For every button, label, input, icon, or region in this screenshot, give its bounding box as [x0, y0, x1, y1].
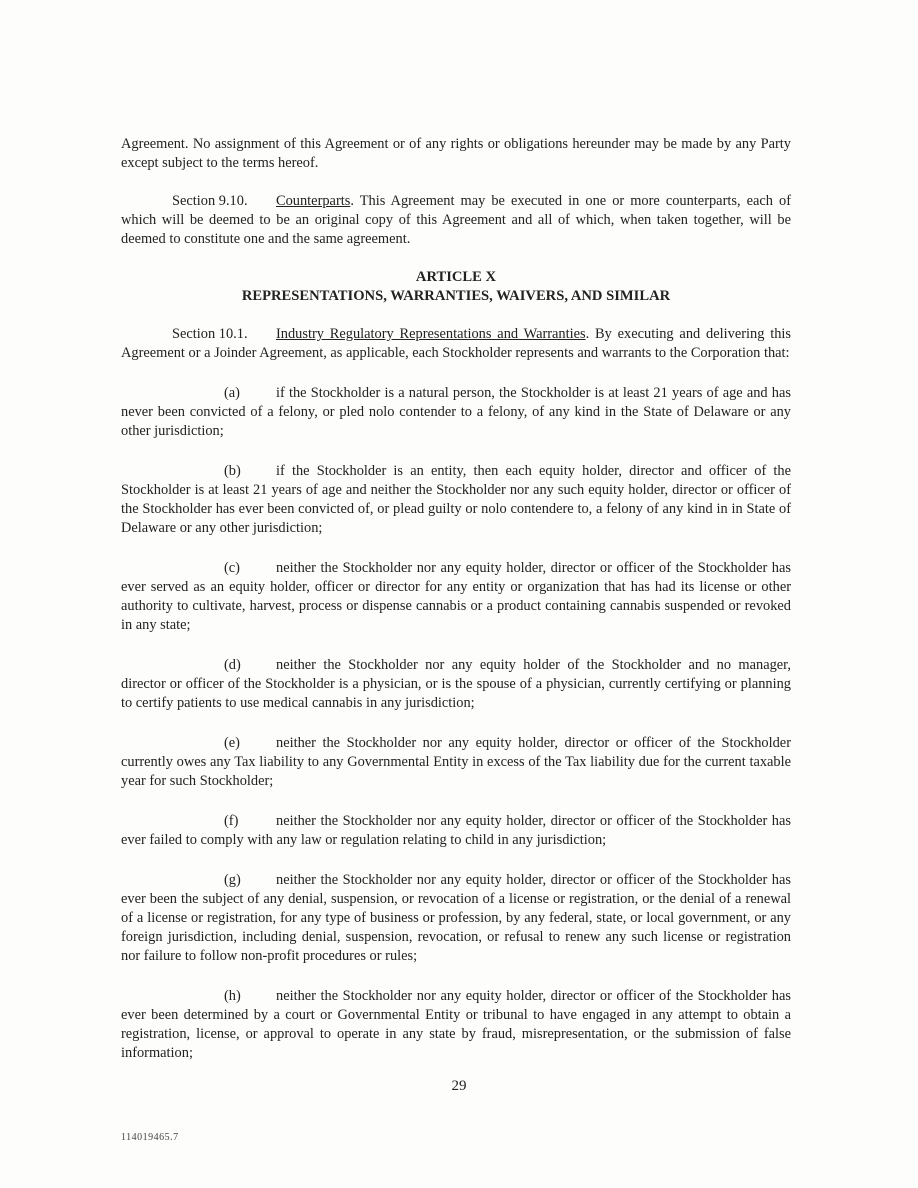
clause-g: [121, 871, 791, 966]
clause-letter: (b): [224, 463, 241, 479]
article-number: ARTICLE X: [415, 269, 497, 285]
section-9-10-paragraph: [121, 192, 791, 249]
clause-b: [121, 462, 791, 538]
section-10-1-title: Industry Regulatory Representations and Warranties: [276, 326, 586, 342]
clause-d: [121, 656, 791, 713]
clause-f: [121, 812, 791, 850]
clause-text: neither the Stockholder nor any equity holder of the Stockholder and no manager, director or officer of the Stockholder is a physician, or is the spouse of a physician, currently certifying or planning to certify patients to use medical cannabis in any jurisdiction;: [121, 657, 791, 711]
clause-a: [121, 384, 791, 441]
document-id: 114019465.7: [121, 1132, 179, 1143]
article-title: REPRESENTATIONS, WARRANTIES, WAIVERS, AND SIMILAR: [241, 288, 671, 304]
clause-text: neither the Stockholder nor any equity holder, director or officer of the Stockholder has ever served as an equity holder, officer or director for any entity or organization that has had its license or other authority to cultivate, harvest, process or dispense cannabis or a product containing cannabis suspended or revoked in any state;: [121, 560, 791, 633]
clause-letter: (e): [224, 735, 240, 751]
clause-letter: (c): [224, 560, 240, 576]
carryover-paragraph: Agreement. No assignment of this Agreement or of any rights or obligations hereunder may be made by any Party except subject to the terms hereof.: [121, 136, 791, 171]
clause-text: neither the Stockholder nor any equity holder, director or officer of the Stockholder has ever been the subject of any denial, suspension, or revocation of a license or registration, or the denial of a renewal of a license or registration, for any type of business or profession, by any federal, state, or local government, or any foreign jurisdiction, including denial, suspension, revocation, or refusal to renew any such license or registration nor failure to follow non-profit procedures or rules;: [121, 872, 791, 964]
section-9-10-number: Section 9.10.: [172, 193, 248, 209]
clause-text: neither the Stockholder nor any equity holder, director or officer of the Stockholder has ever been determined by a court or Governmental Entity or tribunal to have engaged in any attempt to obtain a registration, license, or approval to operate in any state by fraud, misrepresentation, or the submission of false information;: [121, 988, 791, 1061]
clause-letter: (g): [224, 872, 241, 888]
clause-text: neither the Stockholder nor any equity holder, director or officer of the Stockholder currently owes any Tax liability to any Governmental Entity in excess of the Tax liability due for the current taxable year for such Stockholder;: [121, 735, 791, 789]
clause-h: [121, 987, 791, 1063]
clause-text: if the Stockholder is an entity, then each equity holder, director and officer of the Stockholder is at least 21 years of age and neither the Stockholder nor any such equity holder, director or officer of the Stockholder has ever been convicted of, or plead guilty or nolo contendere to, a felony of any kind in in State of Delaware or any other jurisdiction;: [121, 463, 791, 536]
section-10-1-body: . By executing and delivering this Agreement or a Joinder Agreement, as applicable, each Stockholder represents and warrants to the Corporation that:: [121, 326, 792, 361]
section-10-1-paragraph: [121, 325, 791, 363]
clause-e: [121, 734, 791, 791]
section-9-10-body: . This Agreement may be executed in one or more counterparts, each of which will be deemed to be an original copy of this Agreement and all of which, when taken together, will be deemed to constitute one and the same agreement.: [121, 193, 791, 247]
clause-c: [121, 559, 791, 635]
clause-letter: (a): [224, 385, 240, 401]
page-body: [121, 135, 791, 1063]
clause-text: if the Stockholder is a natural person, the Stockholder is at least 21 years of age and has never been convicted of a felony, or pled nolo contender to a felony, of any kind in the State of Delaware or any other jurisdiction;: [121, 385, 791, 439]
page-number: 29: [451, 1078, 467, 1094]
section-10-1-number: Section 10.1.: [172, 326, 248, 342]
section-9-10-title: Counterparts: [276, 193, 351, 209]
clause-letter: (d): [224, 657, 241, 673]
clause-text: neither the Stockholder nor any equity holder, director or officer of the Stockholder has ever failed to comply with any law or regulation relating to child in any jurisdiction;: [121, 813, 791, 848]
clause-letter: (f): [224, 813, 239, 829]
clause-letter: (h): [224, 988, 241, 1004]
